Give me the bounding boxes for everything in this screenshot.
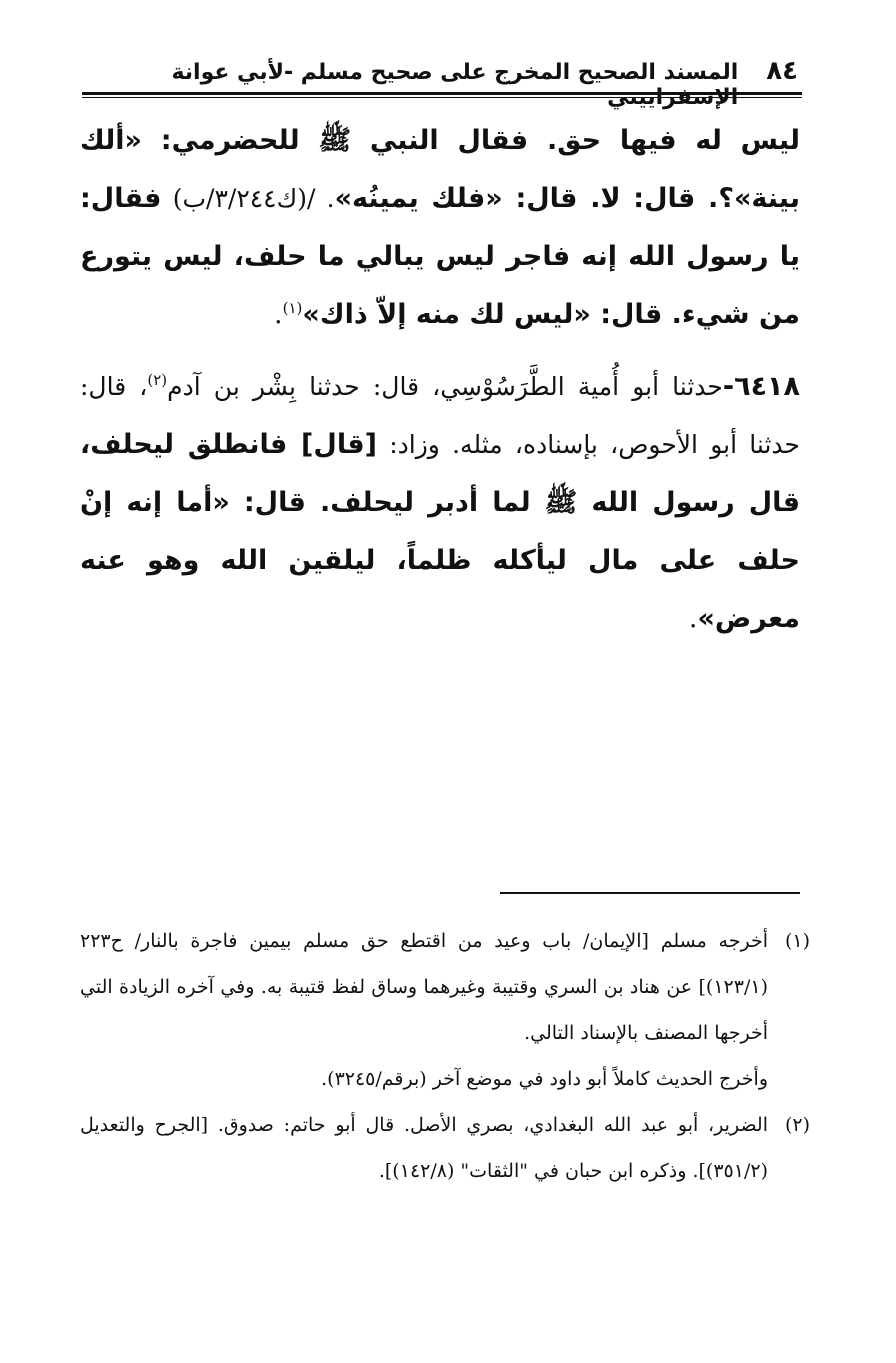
footnote-1: [80, 918, 810, 1056]
text-run: ليس له فيها حق. فقال النبي ﷺ للحضرمي:: [141, 125, 800, 156]
paragraph-hadith-continuation: [80, 112, 800, 344]
text-run: [قال] فانطلق ليحلف، قال رسول الله ﷺ لما أدبر ليحلف. قال:: [80, 429, 800, 518]
prophetic-quote: «أما إنه إنْ حلف على مال ليأكله ظلماً، ليلقين الله وهو عنه معرض»: [80, 487, 800, 634]
hadith-number: ٦٤١٨: [734, 371, 801, 402]
manuscript-reference: . /(ك٣/٢٤٤/ب): [161, 184, 335, 213]
footnotes: [80, 918, 810, 1194]
page-header: [82, 56, 802, 96]
footnote-separator: [500, 892, 800, 894]
text-run: . قال: لا. قال:: [502, 183, 719, 214]
page-number: ٨٤: [766, 56, 798, 86]
main-text: [80, 112, 800, 648]
paragraph-hadith-6418: [80, 358, 800, 648]
footnote-number: (١): [784, 930, 810, 952]
footnote-2: [80, 1102, 810, 1194]
footnote-marker: (٢): [147, 371, 168, 389]
header-rule-thin: [82, 97, 802, 98]
prophetic-quote: «ليس لك منه إلاّ ذاك»: [302, 299, 591, 330]
text-run: .: [688, 603, 698, 634]
isnad-text: ، قال: حدثنا أبو الأحوص، بإسناده، مثله. وزاد:: [80, 372, 800, 459]
footnote-text: الضرير، أبو عبد الله البغدادي، بصري الأصل. قال أبو حاتم: صدوق. [الجرح والتعديل (٣٥١/٢)]. وذكره ابن حبان في "الثقات" (١٤٢/٨)].: [80, 1114, 768, 1182]
text-run: فقال: يا رسول الله إنه فاجر ليس يبالي ما حلف، ليس يتورع من شيء. قال:: [80, 183, 800, 330]
footnote-text-continued: وأخرج الحديث كاملاً أبو داود في موضع آخر (برقم/٣٢٤٥).: [321, 1068, 768, 1090]
running-title: المسند الصحيح المخرج على صحيح مسلم -لأبي عوانة: [171, 60, 739, 85]
footnote-marker: (١): [282, 299, 303, 317]
header-rule-thick: [82, 92, 802, 95]
isnad-text: حدثنا أبو أُمية الطَّرَسُوْسِي، قال: حدثنا بِشْر بن آدم: [167, 372, 723, 401]
footnote-number: (٢): [784, 1114, 810, 1136]
hadith-dash: -: [722, 371, 735, 402]
text-run: .: [274, 299, 283, 330]
prophetic-quote: «فلك يمينُه»: [334, 183, 503, 214]
prophetic-quote: «ألك بينة»؟: [80, 125, 800, 214]
footnote-text: أخرجه مسلم [الإيمان/ باب وعيد من اقتطع حق مسلم بيمين فاجرة بالنار/ ح٢٢٣ (١٢٣/١)] عن هناد بن السري وقتيبة وغيرهما وساق لفظ قتيبة به. وفي آخره الزيادة التي أخرجها المصنف بالإسناد التالي.: [80, 930, 768, 1044]
